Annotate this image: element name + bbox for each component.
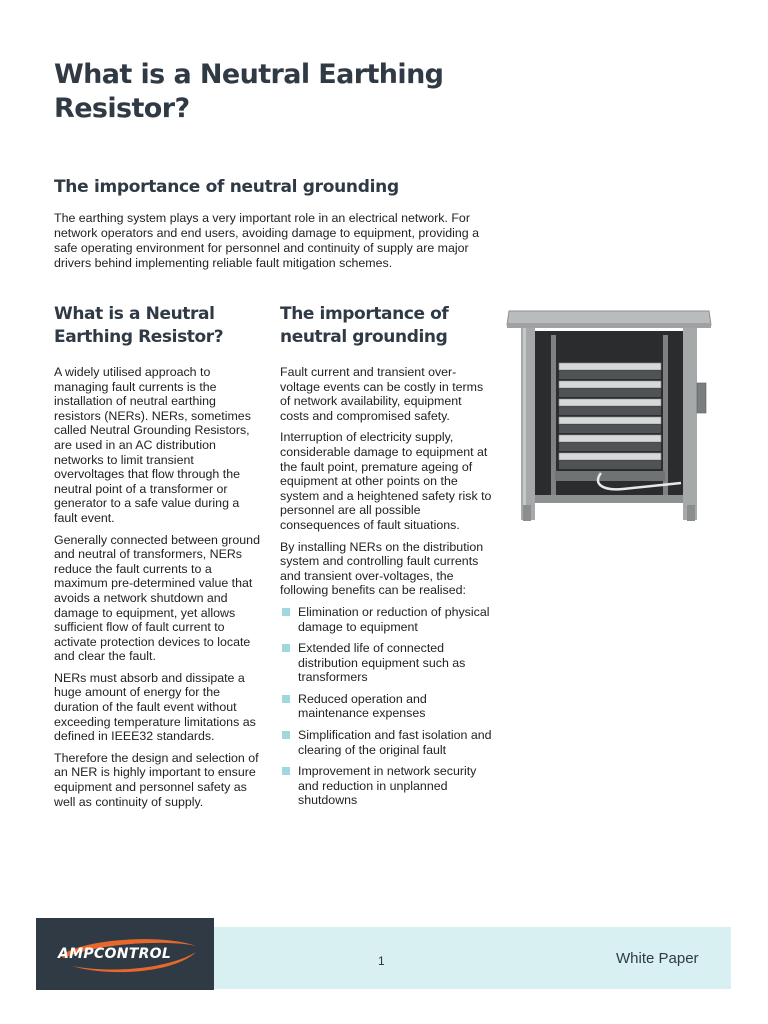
page-number: 1	[378, 954, 385, 968]
list-item	[280, 728, 492, 757]
bullet-square-icon	[282, 731, 290, 739]
middle-column	[280, 303, 492, 815]
list-item-text: Reduced operation and maintenance expenses	[298, 691, 427, 721]
intro-text: The earthing system plays a very important role in an electrical network. For network operators and end users, avoiding damage to equipment, providing a safe operating environment for personnel and continuity of supply are major drivers behind implementing reliable fault mitigation schemes.	[54, 211, 479, 270]
left-column-heading: What is a Neutral Earthing Resistor?	[54, 304, 224, 347]
page-title: What is a Neutral Earthing Resistor?	[54, 59, 444, 124]
paragraph: Therefore the design and selection of an NER is highly important to ensure equipment and personnel safety as well as continuity of supply.	[54, 750, 259, 809]
list-item	[280, 641, 492, 685]
ner-enclosure-photo	[505, 305, 713, 523]
bullet-square-icon	[282, 695, 290, 703]
list-item	[280, 692, 492, 721]
list-item	[280, 764, 492, 808]
paragraph: NERs must absorb and dissipate a huge amount of energy for the duration of the fault event without exceeding temperature limitations as defined in IEEE32 standards.	[54, 670, 256, 744]
document-type-label: White Paper	[616, 950, 699, 967]
paragraph: Generally connected between ground and neutral of transformers, NERs reduce the fault currents to a maximum pre-determined value that avoids a network shutdown and damage to equipment, yet allows sufficient flow of fault current to activate protection devices to locate and clear the fault.	[54, 532, 260, 664]
list-item-text: Simplification and fast isolation and clearing of the original fault	[298, 728, 492, 757]
list-item-text: Improvement in network security and reduction in unplanned shutdowns	[298, 764, 477, 808]
paragraph: Interruption of electricity supply, considerable damage to equipment at the fault point, premature ageing of equipment at other points on the system and a heightened safety risk to personnel are all possible consequences of fault situations.	[280, 430, 492, 532]
benefits-list	[280, 605, 492, 808]
company-logo-text: AMPCONTROL	[58, 946, 172, 962]
bullet-square-icon	[282, 644, 290, 652]
paragraph: A widely utilised approach to managing fault currents is the installation of neutral earthing resistors (NERs). NERs, sometimes called Neutral Grounding Resistors, are used in an AC distribution networks to limit transient overvoltages that flow through the neutral point of a transformer or generator to a safe value during a fault event.	[54, 365, 251, 525]
left-column	[54, 303, 266, 816]
footer-logo-box	[36, 918, 214, 990]
list-item-text: Elimination or reduction of physical damage to equipment	[298, 604, 490, 634]
list-item	[280, 605, 492, 634]
paragraph: By installing NERs on the distribution system and controlling fault currents and transient over-voltages, the following benefits can be realised:	[280, 539, 484, 598]
paragraph: Fault current and transient over-voltage events can be costly in terms of network availability, equipment costs and compromised safety.	[280, 365, 484, 423]
list-item-text: Extended life of connected distribution equipment such as transformers	[298, 641, 466, 685]
bullet-square-icon	[282, 608, 290, 616]
bullet-square-icon	[282, 767, 290, 775]
intro-heading: The importance of neutral grounding	[54, 177, 399, 197]
middle-column-heading: The importance of neutral grounding	[280, 304, 449, 347]
